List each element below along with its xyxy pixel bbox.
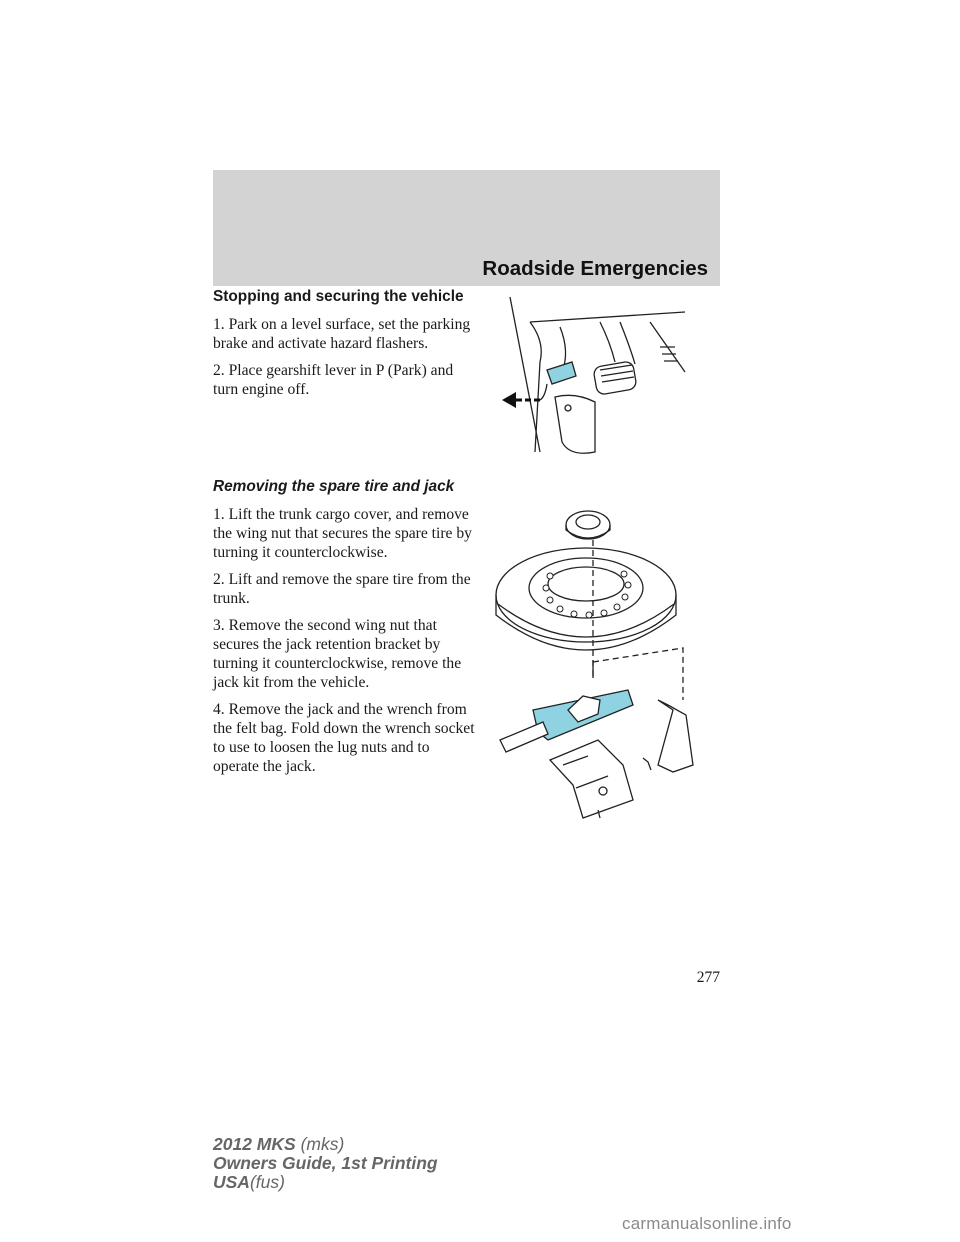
footer-region: USA xyxy=(213,1172,250,1192)
footer-region-code: (fus) xyxy=(249,1172,285,1192)
section-removing-spare xyxy=(213,477,475,784)
step-paragraph: 1. Lift the trunk cargo cover, and remove the wing nut that secures the spare tire by turning it counterclockwise. xyxy=(213,506,472,561)
footer-model-code: (mks) xyxy=(300,1134,345,1154)
section-heading-removing: Removing the spare tire and jack xyxy=(213,478,455,495)
step-paragraph: 1. Park on a level surface, set the parking brake and activate hazard flashers. xyxy=(213,316,471,352)
step-paragraph: 4. Remove the jack and the wrench from the felt bag. Fold down the wrench socket to use to loosen the lug nuts and to operate the jack. xyxy=(213,701,475,775)
section-header-band xyxy=(213,170,720,286)
watermark: carmanualsonline.info xyxy=(622,1214,792,1233)
footer-print-info xyxy=(213,1135,438,1192)
footer-model: 2012 MKS xyxy=(213,1134,296,1154)
step-paragraph: 3. Remove the second wing nut that secures the jack retention bracket by turning it counterclockwise, remove the jack kit from the vehicle. xyxy=(213,617,462,691)
section-title: Roadside Emergencies xyxy=(482,257,708,280)
footer-printing: Owners Guide, 1st Printing xyxy=(213,1153,438,1173)
step-paragraph: 2. Lift and remove the spare tire from the trunk. xyxy=(213,571,471,607)
section-stopping xyxy=(213,287,475,407)
section-heading-stopping: Stopping and securing the vehicle xyxy=(213,288,464,305)
spare-tire-and-jack-illustration xyxy=(488,500,708,840)
page-number: 277 xyxy=(696,969,720,986)
step-paragraph: 2. Place gearshift lever in P (Park) and turn engine off. xyxy=(213,362,454,398)
parking-brake-illustration xyxy=(500,292,700,462)
